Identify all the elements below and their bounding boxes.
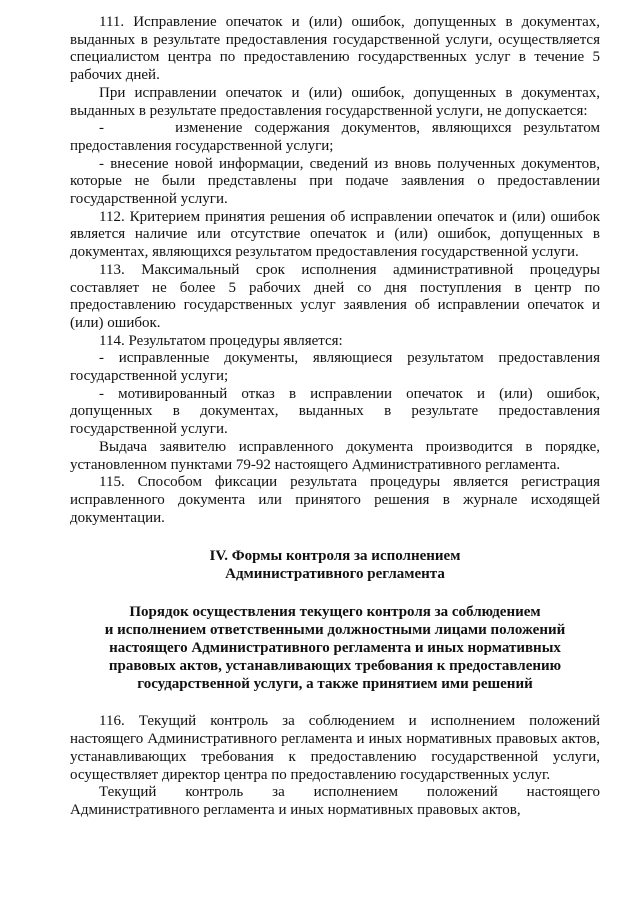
- subsection-heading: [70, 603, 600, 693]
- paragraph-113: 113. Максимальный срок исполнения административной процедуры составляет не более 5 рабочих дней со дня поступления в центр по предоставлению государственных услуг заявления об исправлении опечаток и (или) ошибок.: [70, 261, 600, 331]
- list-item-corrected-documents: - исправленные документы, являющиеся результатом предоставления государственной услуги;: [70, 350, 600, 385]
- paragraph-current-control: Текущий контроль за исполнением положений настоящего Административного регламента и иных нормативных правовых актов,: [70, 784, 600, 818]
- subsection-heading-line-4: правовых актов, устанавливающих требования к предоставлению: [108, 658, 562, 675]
- paragraph-not-allowed-intro: При исправлении опечаток и (или) ошибок, допущенных в документах, выданных в результате предоставления государственной услуги, не допускается:: [70, 84, 600, 119]
- subsection-heading-line-3: настоящего Административного регламента и иных нормативных: [109, 640, 561, 657]
- paragraph-111: 111. Исправление опечаток и (или) ошибок, допущенных в документах, выданных в результате предоставления государственной услуги, осуществляется специалистом центра по предоставлению государственных услуг в течение 5 рабочих дней.: [70, 14, 600, 84]
- subsection-heading-line-2: и исполнением ответственными должностными лицами положений: [104, 622, 566, 639]
- paragraph-115: 115. Способом фиксации результата процедуры является регистрация исправленного документа или принятого решения в журнале исходящей документации.: [70, 474, 600, 526]
- spacer: [70, 693, 600, 713]
- list-item-new-information: - внесение новой информации, сведений из вновь полученных документов, которые не были представлены при подаче заявления о предоставлении государственной услуги.: [70, 155, 600, 208]
- subsection-heading-line-5: государственной услуги, а также принятием ими решений: [137, 676, 533, 693]
- list-item-motivated-refusal: - мотивированный отказ в исправлении опечаток и (или) ошибок, допущенных в документах, выданных в результате предоставления государственной услуги.: [70, 385, 600, 438]
- subsection-heading-line-1: Порядок осуществления текущего контроля за соблюдением: [129, 604, 541, 621]
- paragraph-116: 116. Текущий контроль за соблюдением и исполнением положений настоящего Административного регламента и иных нормативных правовых актов, устанавливающих требования к предоставлению государственной услуги, осуществляет директор центра по предоставлению государственных услуг.: [70, 713, 600, 783]
- paragraph-112: 112. Критерием принятия решения об исправлении опечаток и (или) ошибок является наличие или отсутствие опечаток и (или) ошибок, допущенных в документах, являющихся результатом предоставления государственной услуги.: [70, 208, 600, 261]
- list-item-change-content: - изменение содержания документов, являющихся результатом предоставления государственной услуги;: [70, 120, 600, 154]
- section-heading: [70, 547, 600, 583]
- section-heading-line-2: Административного регламента: [225, 566, 445, 583]
- document-page: [70, 14, 600, 820]
- paragraph-issuance: Выдача заявителю исправленного документа производится в порядке, установленном пунктами 79-92 настоящего Административного регламента.: [70, 438, 600, 473]
- paragraph-114: 114. Результатом процедуры является:: [99, 332, 343, 349]
- section-heading-line-1: IV. Формы контроля за исполнением: [209, 548, 461, 565]
